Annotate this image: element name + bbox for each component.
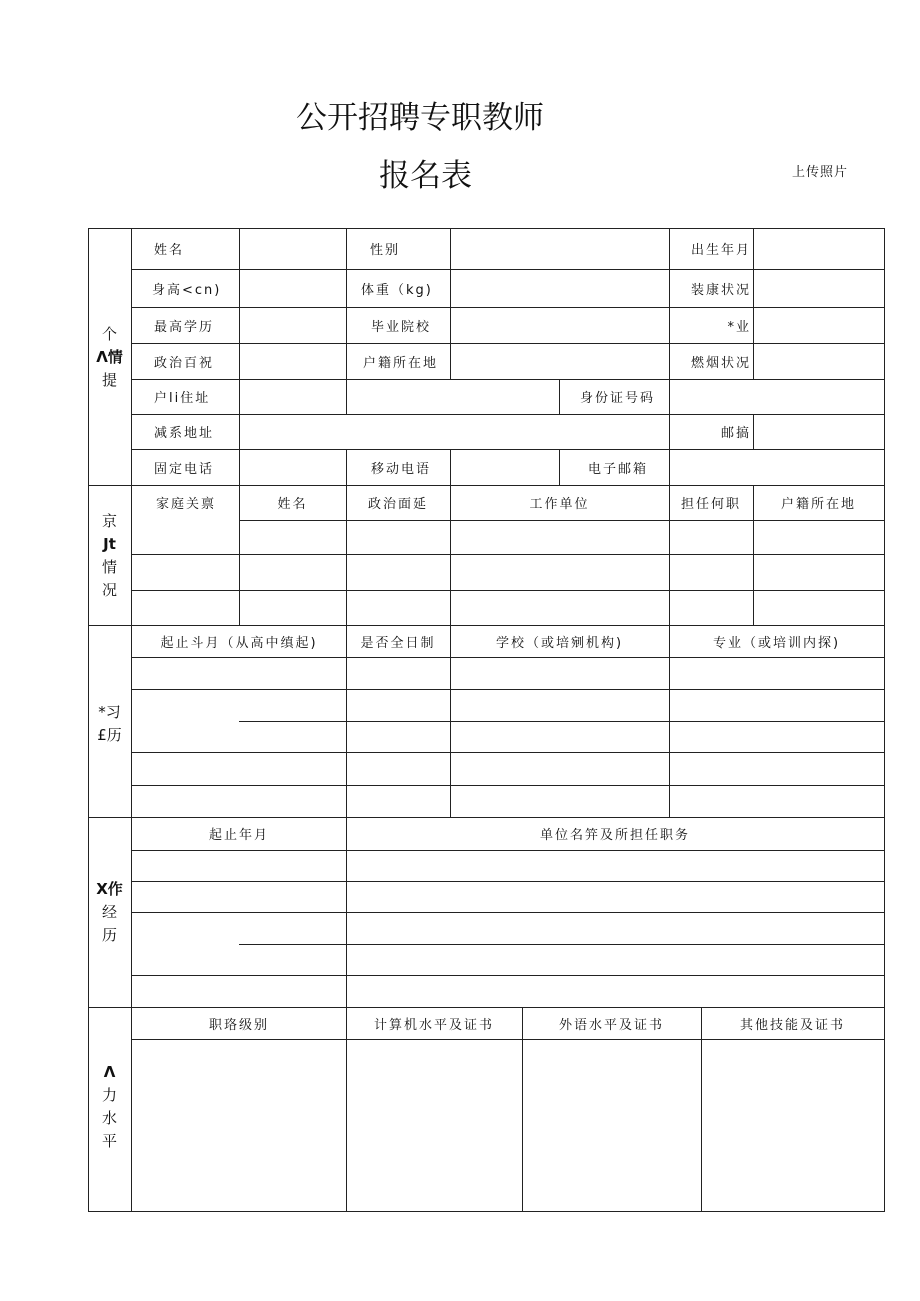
section-label-divider (131, 228, 132, 1212)
section-label-family: 京 Jt 情 况 (101, 512, 117, 599)
col-line (346, 449, 347, 485)
header-position: 担任何职 (680, 497, 741, 512)
label-postcode: 邮搞 (720, 426, 751, 441)
row-line (239, 520, 884, 521)
row-line (132, 269, 884, 270)
label-school: 毕业院校 (371, 319, 432, 335)
header-computer: 计算机水平及证书 (373, 1017, 494, 1033)
row-line (132, 554, 884, 555)
row-line (132, 414, 884, 415)
row-line (132, 1039, 884, 1040)
header-work-period: 起止年月 (208, 828, 269, 843)
label-height: 身高<cn) (152, 282, 222, 298)
header-political: 政治面延 (367, 497, 428, 512)
label-marital: 燃烟状况 (690, 355, 751, 371)
label-mobile: 移动电语 (371, 461, 432, 477)
row-line (132, 307, 884, 308)
label-email: 电子邮箱 (588, 461, 649, 477)
label-weight: 体重（kg) (361, 282, 433, 298)
header-work-unit: 单位名笄及所担任职务 (539, 828, 690, 843)
header-title-level: 职珞级别 (208, 1017, 269, 1033)
label-hukou-place: 户籍所在地 (363, 355, 439, 371)
label-hukou-address: 户li住址 (154, 391, 211, 406)
label-contact-address: 减系地址 (154, 426, 215, 441)
section-label-personal: 个 Λ情 提 (96, 325, 123, 389)
header-language: 外语水平及证书 (558, 1017, 664, 1033)
form-title: 公开招聘专职教师 (296, 100, 544, 136)
section-label-ability: Λ 力 水 平 (101, 1063, 117, 1150)
col-line (559, 449, 560, 485)
row-line (239, 944, 884, 945)
header-study-period: 起止斗月（从高中缜起) (160, 635, 318, 651)
header-relation: 家庭关禀 (156, 497, 217, 512)
header-school: 学校（或培剜机构) (495, 635, 624, 651)
label-birth: 出生年月 (690, 243, 751, 258)
header-hukou: 户籍所在地 (780, 497, 856, 512)
header-family-name: 姓名 (277, 497, 308, 512)
col-line (753, 414, 754, 449)
header-major: 专业（或培训内探) (712, 635, 841, 651)
label-gender: 性别 (370, 243, 401, 258)
col-line (346, 228, 347, 414)
input-name[interactable] (240, 228, 346, 269)
row-line (132, 850, 884, 851)
form-subtitle: 报名表 (379, 158, 472, 194)
photo-upload-label[interactable]: 上传照片 (792, 165, 849, 180)
row-line (132, 657, 884, 658)
header-workplace: 工作单位 (529, 497, 590, 512)
label-landline: 固定电话 (154, 461, 215, 477)
row-line (132, 785, 884, 786)
row-line (132, 912, 884, 913)
label-health: 装康状况 (690, 282, 751, 298)
registration-form-table (88, 228, 885, 1212)
input-birth[interactable] (754, 228, 884, 269)
header-fulltime: 是否全日制 (360, 635, 436, 651)
row-line (132, 343, 884, 344)
input-gender[interactable] (451, 228, 669, 269)
row-line (132, 752, 884, 753)
section-label-work: X作 经 历 (96, 880, 123, 944)
border-bottom (88, 1211, 885, 1212)
col-line (559, 379, 560, 414)
row-line (132, 590, 884, 591)
row-line (239, 721, 884, 722)
row-line (132, 689, 884, 690)
row-line (132, 881, 884, 882)
row-line (132, 379, 884, 380)
border-right (884, 228, 885, 1212)
section-label-study: *习 £历 (97, 703, 122, 744)
col-line (450, 449, 451, 485)
label-political: 政治百祝 (154, 355, 215, 371)
label-id-number: 身份证号码 (580, 391, 656, 406)
header-other-skills: 其他技能及证书 (739, 1017, 845, 1033)
label-major: *业 (727, 319, 751, 335)
row-line (132, 449, 884, 450)
label-name: 姓名 (154, 243, 185, 258)
label-education: 最高学历 (154, 319, 215, 335)
row-line (132, 975, 884, 976)
